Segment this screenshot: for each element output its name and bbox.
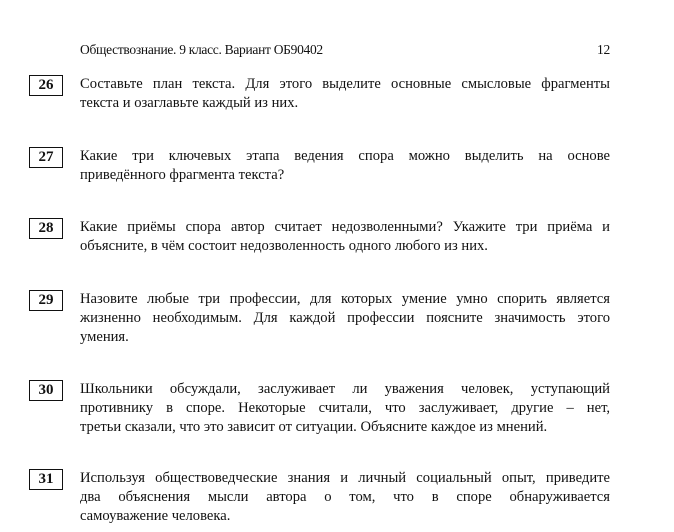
question-text-line: приведённого фрагмента текста? — [80, 167, 285, 183]
question-text-line: текста и озаглавьте каждый из них. — [80, 95, 299, 111]
question-text-line: самоуважение человека. — [80, 508, 231, 524]
question-text-line: жизненно необходимым. Для каждой профессии поясните значимость этого — [80, 310, 610, 326]
question-text — [80, 380, 610, 437]
page-number: 12 — [597, 42, 610, 57]
question-text-line: объясните, в чём состоит недозволенность одного любого из них. — [80, 238, 488, 254]
question-number-box: 30 — [29, 380, 63, 401]
question-number-box: 26 — [29, 75, 63, 96]
question-text — [80, 469, 610, 526]
question-text-line: Школьники обсуждали, заслуживает ли уважения человек, уступающий — [80, 381, 610, 397]
question-text — [80, 75, 610, 113]
question-number-box: 28 — [29, 218, 63, 239]
question-number-box: 31 — [29, 469, 63, 490]
question-text-line: два объяснения мысли автора о том, что в споре обнаруживается — [80, 489, 610, 505]
question-number-box: 27 — [29, 147, 63, 168]
question-text-line: умения. — [80, 329, 129, 345]
question-text-line: противнику в споре. Некоторые считали, что заслуживает, другие – нет, — [80, 400, 610, 416]
question-text-line: Используя обществоведческие знания и личный социальный опыт, приведите — [80, 470, 610, 486]
question-text-line: Составьте план текста. Для этого выделите основные смысловые фрагменты — [80, 76, 610, 92]
page-header-title: Обществознание. 9 класс. Вариант ОБ90402 — [80, 42, 323, 57]
question-number-box: 29 — [29, 290, 63, 311]
question-text — [80, 218, 610, 256]
question-text-line: третьи сказали, что это зависит от ситуации. Объясните каждое из мнений. — [80, 419, 548, 435]
question-text — [80, 290, 610, 347]
question-text-line: Какие приёмы спора автор считает недозволенными? Укажите три приёма и — [80, 219, 610, 235]
question-text — [80, 147, 610, 185]
question-text-line: Назовите любые три профессии, для которых умение умно спорить является — [80, 291, 610, 307]
question-text-line: Какие три ключевых этапа ведения спора можно выделить на основе — [80, 148, 610, 164]
